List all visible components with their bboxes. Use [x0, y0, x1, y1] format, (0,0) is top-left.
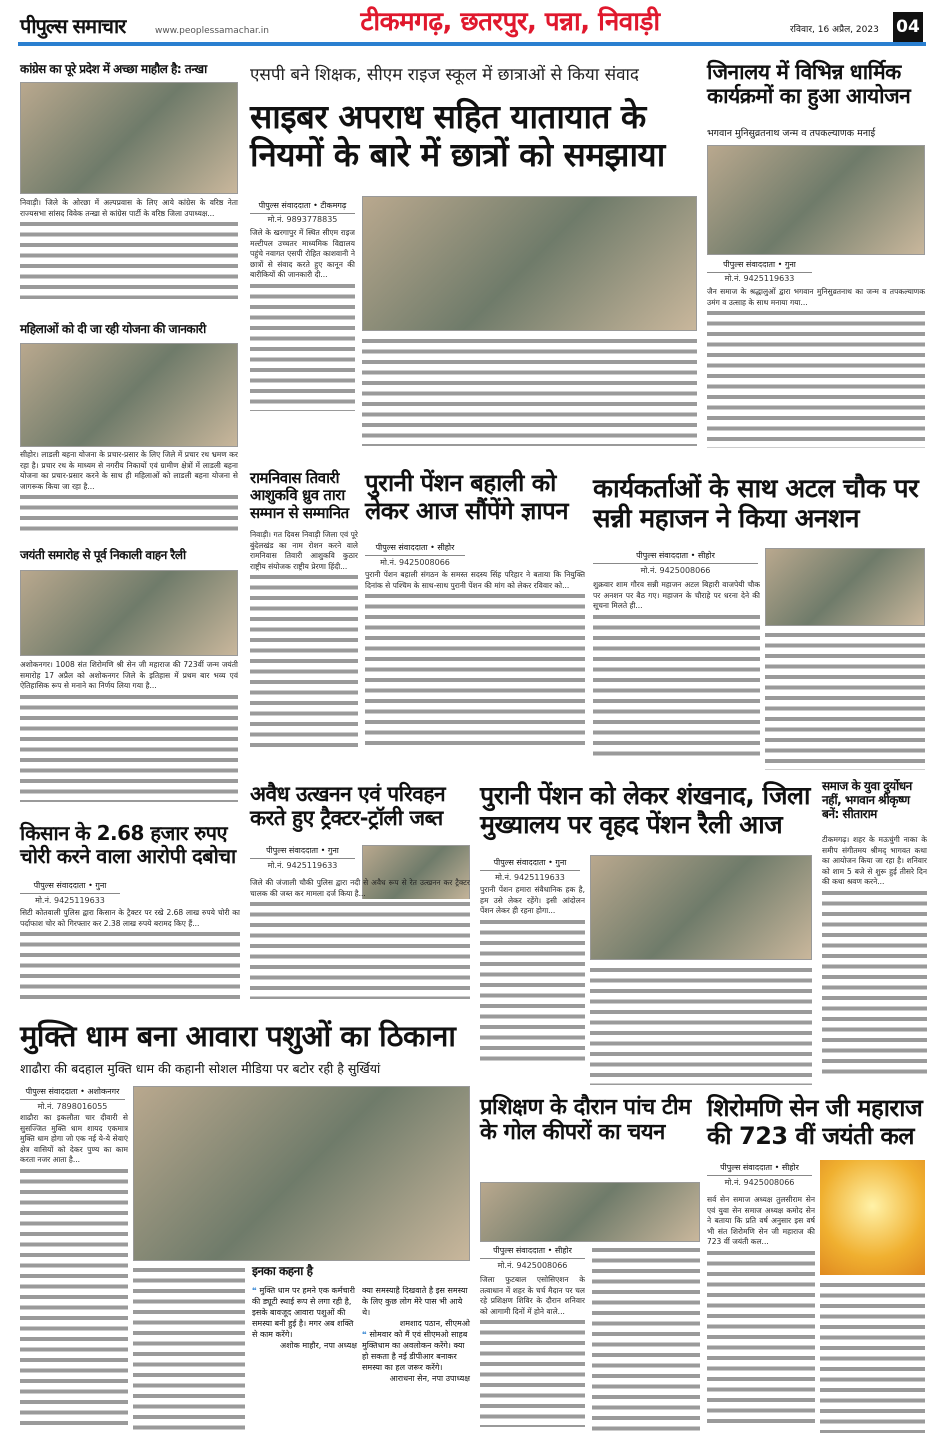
article-anshan-cont — [765, 630, 925, 770]
headline-mahila: महिलाओं को दी जा रही योजना की जानकारी — [20, 322, 206, 336]
article-kisan: सिटी कोतवाली पुलिस द्वारा किसान के ट्रैक्टर पर रखे 2.68 लाख रुपये चोरी का पर्दाफाश चोर को गिरफ्तार कर 2.38 लाख रुपये बरामद किए हैं... — [20, 908, 240, 1010]
headline-anshan: कार्यकर्ताओं के साथ अटल चौक पर सन्नी महाजन ने किया अनशन — [593, 474, 919, 534]
headline-sitaram: समाज के युवा दुर्योधन नहीं, भगवान श्रीकृष्ण बनें: सीताराम — [822, 779, 912, 821]
photo-sen-ji-maharaj — [820, 1160, 925, 1275]
byline-goalkeeper: पीपुल्स संवाददाता • सीहोर — [480, 1245, 585, 1259]
phone-pension-gyapan: मो.नं. 9425008066 — [380, 558, 450, 567]
article-shiromani: सर्व सेन समाज अध्यक्ष तुलसीराम सेन एवं युवा सेन समाज अध्यक्ष कमोद सेन ने बताया कि प्रति वर्ष अनुसार इस वर्ष भी संत शिरोमणि सेन जी महाराज की 723 वीं जयंती कल... — [707, 1195, 815, 1433]
byline-kisan: पीपुल्स संवाददाता • गुना — [20, 880, 120, 894]
article-shankhnad: पुरानी पेंशन हमारा संवैधानिक हक है, हम उसे लेकर रहेंगे। इसी आंदोलन पेंशन लेकर ही रहना होगा... — [480, 885, 585, 1085]
phone-muktidham: मो.नं. 7898016055 — [37, 1102, 108, 1111]
photo-mahila — [20, 343, 238, 447]
phone-cyber: मो.नं. 9893778835 — [267, 215, 338, 224]
article-goalkeeper-cont — [592, 1245, 700, 1433]
subtitle-jinalay: भगवान मुनिसुव्रतनाथ जन्म व तपकल्याणक मनाई — [707, 128, 876, 139]
article-muktidham: शाढौरा का इकलौता चार दीवारी से सुसज्जित मुक्ति धाम शायद एकमात्र मुक्ति धाम होगा जो एक नई ये-ये सेवाएं क्षेत्र वासियों को देकर पुण्य का काम करता नजर आता है... — [20, 1113, 128, 1433]
phone-jinalay: मो.नं. 9425119633 — [724, 274, 795, 283]
article-ramniwas: निवाड़ी। गत दिवस निवाड़ी जिला एवं पूरे बुंदेलखंड का नाम रोशन करने वाले रामनिवास तिवारी आशुकवि कुठार राष्ट्रीय संयोजक राष्ट्रीय प्रेरणा हिंदी... — [250, 530, 358, 770]
article-shiromani-cont — [820, 1280, 925, 1433]
subtitle-muktidham: शाढौरा की बदहाल मुक्ति धाम की कहानी सोशल मीडिया पर बटोर रही है सुर्खियां — [20, 1061, 381, 1076]
quote-icon: ❝ — [252, 1286, 260, 1295]
headline-muktidham: मुक्ति धाम बना आवारा पशुओं का ठिकाना — [20, 1019, 456, 1053]
kicker-cyber: एसपी बने शिक्षक, सीएम राइज स्कूल में छात्राओं से किया संवाद — [250, 65, 639, 85]
phone-kisan: मो.नं. 9425119633 — [35, 896, 105, 905]
headline-goalkeeper: प्रशिक्षण के दौरान पांच टीम के गोल कीपरों का चयन — [480, 1095, 691, 1146]
photo-shankhnad — [590, 855, 812, 960]
photo-muktidham — [133, 1086, 470, 1261]
article-tankha: निवाड़ी। जिले के ओरछा में अल्पप्रवास के लिए आये कांग्रेस के वरिष्ठ नेता राज्यसभा सांसद विवेक तन्खा से कांग्रेस पार्टी के वरिष्ठ जिला उपाध्यक्ष... — [20, 198, 238, 316]
article-shankhnad-cont — [590, 965, 812, 1085]
issue-date: रविवार, 16 अप्रैल, 2023 — [790, 25, 879, 35]
photo-rally — [20, 570, 238, 656]
page-number: 04 — [893, 12, 923, 42]
headline-cyber: साइबर अपराध सहित यातायात के नियमों के बारे में छात्रों को समझाया — [250, 97, 665, 174]
headline-shankhnad: पुरानी पेंशन को लेकर शंखनाद, जिला मुख्यालय पर वृहद पेंशन रैली आज — [480, 781, 810, 839]
byline-pension-gyapan: पीपुल्स संवाददाता • सीहोर — [365, 542, 465, 556]
article-jinalay: जैन समाज के श्रद्धालुओं द्वारा भगवान मुनिसुव्रतनाथ का जन्म व तपकल्याणक उमंग व उत्साह के साथ मनाया गया... — [707, 287, 925, 459]
quote-icon: ❝ — [362, 1330, 370, 1339]
website-url: www.peoplessamachar.in — [155, 26, 269, 36]
byline-jinalay: पीपुल्स संवाददाता • गुना — [707, 259, 812, 273]
header-rule — [18, 42, 926, 46]
article-cyber: जिले के खरगापुर में स्थित सीएम राइज मल्टीपल उच्चतर माध्यमिक विद्यालय पहुंचे नवागत एसपी रोहित काशवानी ने छात्रों से संवाद करते हुए कानून की बारीकियों की जानकारी दी... — [250, 228, 355, 446]
quote-1: ❝ मुक्ति धाम पर हमने एक कर्मचारी की ड्यूटी स्थाई रूप से लगा रही है, इसके बावजूद आवारा पशुओं की समस्या बनी हुई है। मगर अब शक्ति से काम करेंगे। अशोक माहौर, नपा अध्यक्ष — [252, 1286, 357, 1350]
headline-tankha: कांग्रेस का पूरे प्रदेश में अच्छा माहौल है: तन्खा — [20, 62, 207, 76]
box-title-inka-kehna: इनका कहना है — [252, 1264, 313, 1278]
headline-tractor: अवैध उत्खनन एवं परिवहन करते हुए ट्रैक्टर-ट्रॉली जब्त — [250, 782, 446, 831]
photo-goalkeeper — [480, 1182, 700, 1242]
headline-shiromani: शिरोमणि सेन जी महाराज की 723 वीं जयंती कल — [707, 1094, 923, 1150]
byline-shankhnad: पीपुल्स संवाददाता • गुना — [480, 857, 580, 871]
photo-cyber — [362, 196, 697, 331]
headline-jayanti-rally: जयंती समारोह से पूर्व निकाली वाहन रैली — [20, 548, 186, 562]
byline-tractor: पीपुल्स संवाददाता • गुना — [250, 845, 355, 859]
article-cyber-cont — [362, 336, 697, 446]
article-sitaram: टीकमगढ़। शहर के मऊचुंगी नाका के समीप संगीतमय श्रीमद् भागवत कथा का आयोजन किया जा रहा है। शनिवार को शाम 5 बजे से शुरू हुई तीसरे दिन की कथा श्रवण करने... — [822, 835, 927, 1085]
article-tractor: जिले की जंजाली चौकी पुलिस द्वारा नदी से अवैध रूप से रेत उत्खनन कर ट्रैक्टर चालक की जब्त कर मामला दर्ज किया है... — [250, 878, 470, 1008]
headline-ramniwas: रामनिवास तिवारी आशुकवि ध्रुव तारा सम्मान से सम्मानित — [250, 469, 349, 522]
headline-pension-gyapan: पुरानी पेंशन बहाली को लेकर आज सौंपेंगे ज्ञापन — [365, 469, 569, 525]
byline-cyber: पीपुल्स संवाददाता • टीकमगढ़ — [250, 200, 355, 214]
phone-shankhnad: मो.नं. 9425119633 — [495, 873, 565, 882]
photo-anshan — [765, 548, 925, 626]
byline-anshan: पीपुल्स संवाददाता • सीहोर — [593, 550, 758, 564]
phone-anshan: मो.नं. 9425008066 — [640, 566, 711, 575]
headline-kisan: किसान के 2.68 हजार रुपए चोरी करने वाला आरोपी दबोचा — [20, 821, 236, 868]
article-muktidham-cont — [133, 1265, 245, 1433]
article-goalkeeper: जिला फुटबाल एसोसिएशन के तत्वाधान में शहर के चर्च मैदान पर चल रहे प्रशिक्षण शिविर के दौरान शनिवार को आगामी दिनों में होने वाले... — [480, 1275, 585, 1433]
photo-jinalay — [707, 145, 925, 255]
article-jayanti-rally: अशोकनगर। 1008 संत शिरोमणि श्री सेन जी महाराज की 723वीं जन्म जयंती समारोह 17 अप्रैल को अशोकनगर जिले के इतिहास में प्रथम बार भव्य एवं ऐतिहासिक रूप से मनाने का निर्णय लिया गया है... — [20, 660, 238, 810]
byline-shiromani: पीपुल्स संवाददाता • सीहोर — [707, 1162, 812, 1176]
quote-2: क्या समस्याहै दिखवाते है इस समस्या के लिए कुछ लोग मेरे पास भी आये थे। शमशाद पठान, सीएमओ ❝ सोमवार को मैं एवं सीएमओ साहब मुक्तिधाम का अवलोकन करेंगे। क्या हो सकता है नई डीपीआर बनाकर समस्या का हल जरूर करेंगे। आराधना सेन, नपा उपाध्यक्ष — [362, 1286, 470, 1383]
article-pension-gyapan: पुरानी पेंशन बहाली संगठन के समस्त सदस्य सिंह परिहार ने बताया कि नियुक्ति दिनांक से पश्चिम के साथ-साथ पुरानी पेंशन की मांग को लेकर रविवार को... — [365, 570, 585, 770]
headline-jinalay: जिनालय में विभिन्न धार्मिक कार्यक्रमों का हुआ आयोजन — [707, 60, 911, 109]
phone-shiromani: मो.नं. 9425008066 — [724, 1178, 795, 1187]
edition-masthead: टीकमगढ़, छतरपुर, पन्ना, निवाड़ी — [360, 7, 660, 37]
article-anshan: शुक्रवार शाम गौरव सन्नी महाजन अटल बिहारी वाजपेयी चौक पर अनशन पर बैठ गए। महाजन के चौराहे पर धरना देने की सूचना मिलते ही... — [593, 580, 760, 770]
article-mahila: सीहोर। लाडली बहना योजना के प्रचार-प्रसार के लिए जिले में प्रचार रथ भ्रमण कर रहा है। प्रचार रथ के माध्यम से नगरीय निकायों एवं ग्रामीण क्षेत्रों में लाडली बहना योजना का प्रचार-प्रसार करने के साथ ही महिलाओं को लाडली बहना योजना से जागरूक किया जा रहा है... — [20, 450, 238, 540]
byline-muktidham: पीपुल्स संवाददाता • अशोकनगर — [20, 1086, 125, 1100]
phone-goalkeeper: मो.नं. 9425008066 — [497, 1261, 568, 1270]
newspaper-logo: पीपुल्स समाचार — [20, 14, 126, 38]
phone-tractor: मो.नं. 9425119633 — [267, 861, 338, 870]
photo-tankha — [20, 82, 238, 194]
